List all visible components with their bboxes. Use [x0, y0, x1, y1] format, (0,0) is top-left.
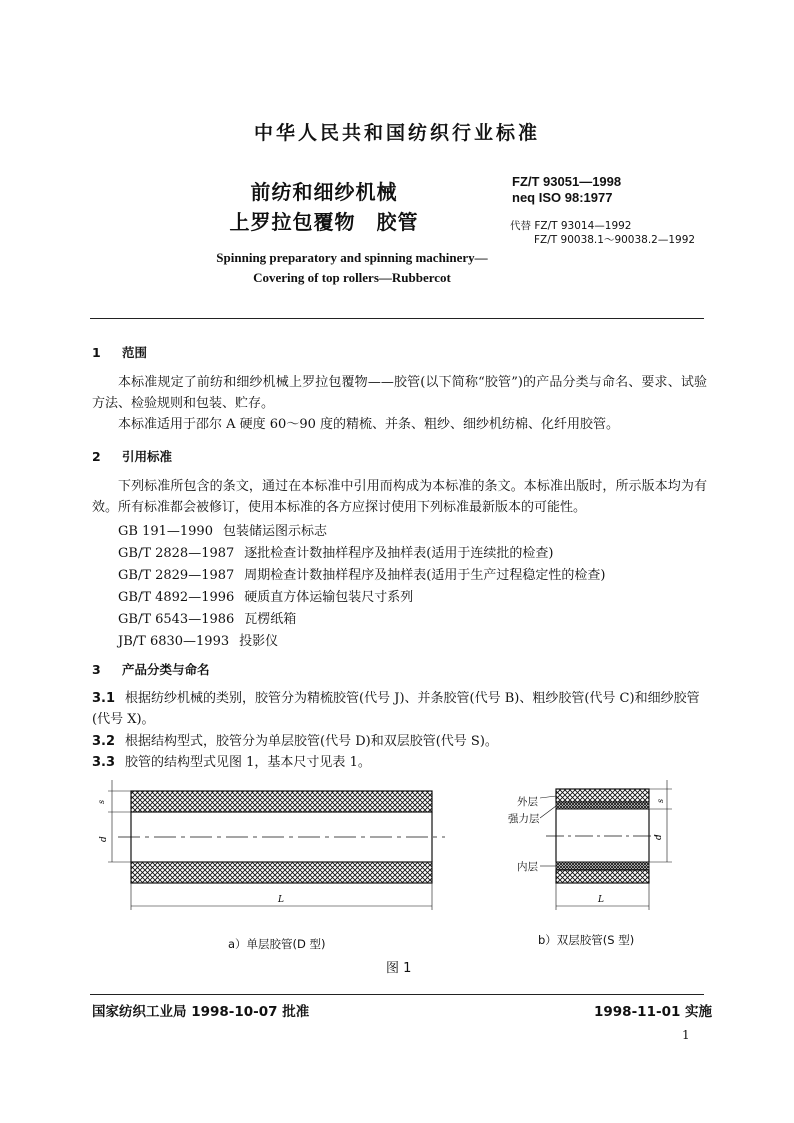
reference-item [118, 520, 327, 539]
title-line-1: 前纺和细纱机械 [250, 180, 398, 204]
tube-wall-top [131, 791, 432, 812]
label-inner-layer: 内层 [517, 861, 538, 873]
dim-L-label: L [278, 895, 284, 905]
dim-s-label: s [97, 799, 106, 804]
reference-item [118, 542, 553, 561]
reference-title: 周期检查计数抽样程序及抽样表(适用于生产过程稳定性的检查) [244, 568, 606, 583]
iso-reference: neq ISO 98:1977 [512, 190, 613, 205]
reference-code: GB/T 4892—1996 [118, 590, 235, 605]
replaces-block [510, 218, 632, 233]
approval-line: 国家纺织工业局 1998-10-07 批准 [92, 1004, 310, 1020]
reference-item [118, 564, 605, 583]
reinforcing-layer-top [556, 802, 649, 809]
clause-number: 3.3 [92, 755, 116, 770]
tube-wall-bottom [131, 862, 432, 883]
reference-code: GB/T 2829—1987 [118, 568, 235, 583]
section-1-heading [92, 343, 147, 361]
reference-title: 瓦楞纸箱 [244, 612, 297, 627]
label-reinforcing-layer: 强力层 [508, 813, 540, 825]
clause-number: 3.2 [92, 734, 116, 749]
page-number: 1 [682, 1028, 690, 1042]
outer-layer-bottom [556, 870, 649, 883]
header-divider [90, 318, 704, 319]
double-layer-tube [540, 780, 672, 910]
section-title: 范围 [122, 345, 148, 360]
figure-title: 图 1 [386, 961, 412, 976]
reference-title: 投影仪 [239, 634, 279, 649]
clause-text: 根据纺纱机械的类别，胶管分为精梳胶管(代号 J)、并条胶管(代号 B)、粗纱胶管(代号 C)和细纱胶管(代号 X)。 [92, 691, 700, 727]
caption-a: a）单层胶管(D 型) [228, 937, 326, 951]
reference-code: GB/T 2828—1987 [118, 546, 235, 561]
replaces-code-1: FZ/T 93014—1992 [534, 220, 632, 232]
clause-text: 胶管的结构型式见图 1，基本尺寸见表 1。 [125, 755, 371, 770]
section-1-para-1: 本标准规定了前纺和细纱机械上罗拉包覆物——胶管(以下简称“胶管”)的产品分类与命名、要求、试验方法、检验规则和包装、贮存。 [92, 375, 707, 411]
caption-b: b）双层胶管(S 型) [538, 933, 635, 947]
reference-code: JB/T 6830—1993 [118, 634, 230, 649]
english-title-line-2: Covering of top rollers—Rubbercot [253, 270, 451, 285]
footer-divider [90, 994, 704, 995]
reference-code: GB/T 6543—1986 [118, 612, 235, 627]
reference-item [118, 608, 296, 627]
dim-d-label: d [654, 834, 664, 840]
title-line-2: 上罗拉包覆物 胶管 [229, 210, 419, 234]
section-number: 2 [92, 449, 101, 464]
replaces-label: 代替 [510, 220, 531, 232]
outer-layer-top [556, 789, 649, 802]
section-3-heading [92, 660, 210, 678]
section-number: 1 [92, 345, 101, 360]
dim-L-label: L [598, 895, 604, 905]
reference-title: 硬质直方体运输包装尺寸系列 [244, 590, 414, 605]
inner-layer-bottom [556, 862, 649, 870]
clause-3-1 [92, 688, 707, 730]
clause-text: 根据结构型式，胶管分为单层胶管(代号 D)和双层胶管(代号 S)。 [125, 734, 498, 749]
implementation-date: 1998-11-01 实施 [594, 1004, 713, 1020]
label-outer-layer: 外层 [517, 796, 538, 808]
clause-3-2 [92, 731, 707, 752]
section-1-para-2: 本标准适用于邵尔 A 硬度 60～90 度的精梳、并条、粗纱、细纱机纺棉、化纤用胶管。 [118, 417, 620, 432]
reference-code: GB 191—1990 [118, 524, 213, 539]
section-2-heading [92, 447, 172, 465]
reference-item [118, 630, 278, 649]
standard-code: FZ/T 93051—1998 [512, 174, 622, 189]
section-title: 产品分类与命名 [122, 662, 210, 677]
reference-item [118, 586, 413, 605]
reference-title: 逐批检查计数抽样程序及抽样表(适用于连续批的检查) [244, 546, 554, 561]
section-number: 3 [92, 662, 101, 677]
standard-category: 中华人民共和国纺织行业标准 [253, 122, 540, 144]
reference-title: 包装储运图示标志 [222, 524, 327, 539]
section-title: 引用标准 [122, 449, 173, 464]
dim-s-label: s [656, 798, 665, 803]
section-2-para-1: 下列标准所包含的条文，通过在本标准中引用而构成为本标准的条文。本标准出版时，所示版本均为有效。所有标准都会被修订，使用本标准的各方应探讨使用下列标准最新版本的可能性。 [92, 479, 707, 515]
english-title-line-1: Spinning preparatory and spinning machinery— [216, 250, 488, 265]
clause-number: 3.1 [92, 691, 116, 706]
dim-d-label: d [99, 836, 109, 842]
replaces-code-2: FZ/T 90038.1～90038.2—1992 [534, 234, 696, 246]
figure-1-drawing [0, 770, 794, 970]
single-layer-tube [97, 780, 445, 910]
